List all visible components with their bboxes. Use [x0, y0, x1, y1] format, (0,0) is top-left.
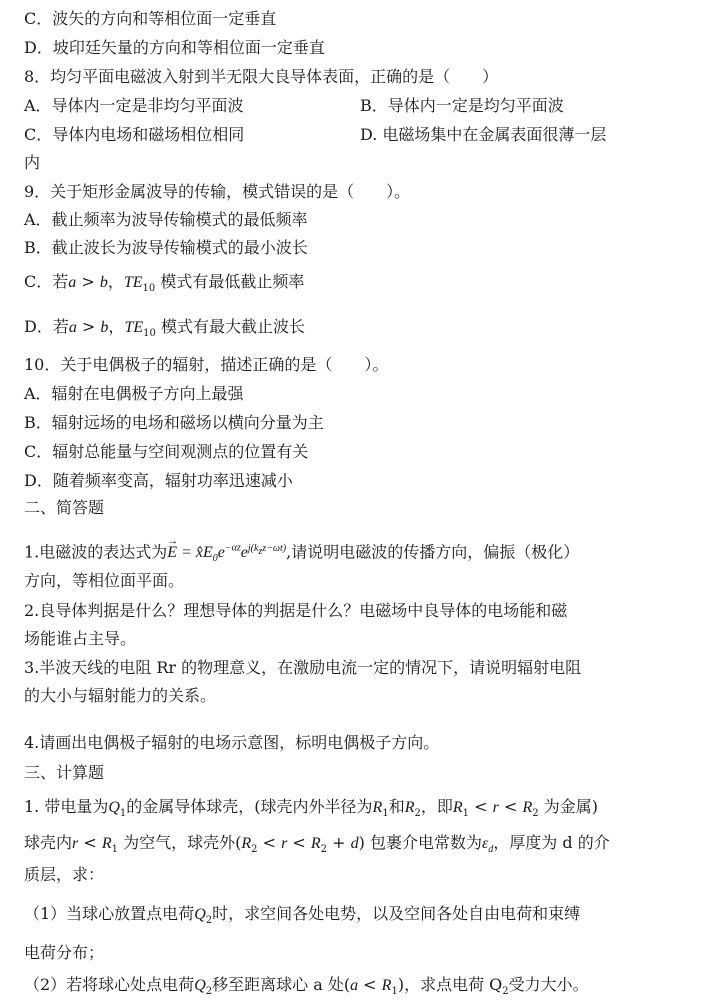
- q7-option-c: C．波矢的方向和等相位面一定垂直: [24, 9, 277, 28]
- short-q3-line2: 的大小与辐射能力的关系。: [24, 686, 217, 705]
- q9-option-d: D．若a > b，$TE_{10}$ 模式有最大截止波长: [24, 317, 305, 340]
- section-3-heading: 三、计算题: [24, 763, 105, 782]
- calc-q1-part2: （2）若将球心处点电荷$Q_2$移至距离球心 a 处$(a < R_1)$，求点电荷 $Q_2$受力大小。: [24, 975, 589, 998]
- q8-stem: 8．均匀平面电磁波入射到半无限大良导体表面，正确的是（ ）: [24, 67, 499, 86]
- q8-option-c: C．导体内电场和磁场相位相同: [24, 125, 245, 144]
- calc-q1-part1-line2: 电荷分布；: [24, 943, 105, 962]
- q9-option-b: B．截止波长为波导传输模式的最小波长: [24, 238, 308, 257]
- short-q3-line1: 3.半波天线的电阻 Rr 的物理意义，在激励电流一定的情况下，请说明辐射电阻: [24, 658, 582, 677]
- short-q2-line1: 2.良导体判据是什么？理想导体的判据是什么？电磁场中良导体的电场能和磁: [24, 601, 568, 620]
- short-q1-line1: 1.电磁波的表达式为→ $E = x̂E_0e^{-\alpha z}e^{j(k_zz-\omega t)}$,请说明电磁波的传播方向，偏振（极化）: [24, 538, 579, 571]
- short-q1-line2: 方向，等相位面平面。: [24, 571, 185, 590]
- q8-option-d-wrap: 内: [24, 153, 41, 172]
- q10-option-c: C．辐射总能量与空间观测点的位置有关: [24, 442, 309, 461]
- q9-option-c: C．若a > b，$TE_{10}$ 模式有最低截止频率: [24, 272, 305, 295]
- q10-option-b: B．辐射远场的电场和磁场以横向分量为主: [24, 413, 324, 432]
- q8-option-b: B．导体内一定是均匀平面波: [360, 96, 564, 115]
- q9-stem: 9．关于矩形金属波导的传输，模式错误的是（ ）。: [24, 182, 411, 201]
- calc-q1-line3: 质层，求：: [24, 865, 105, 884]
- calc-q1-line2: 球壳内$r < R_1$ 为空气，球壳外$(R_2 < r < R_2 + d)$ 包裹介电常数为$\varepsilon_d$，厚度为 d 的介: [24, 833, 610, 856]
- q10-stem: 10．关于电偶极子的辐射，描述正确的是（ ）。: [24, 355, 389, 374]
- section-2-heading: 二、简答题: [24, 498, 105, 517]
- q10-option-a: A．辐射在电偶极子方向上最强: [24, 384, 244, 403]
- calc-q1-line1: 1. 带电量为$Q_1$的金属导体球壳，(球壳内外半径为$R_1$和$R_2$，即$R_1 < r < R_2$ 为金属): [24, 797, 598, 820]
- q8-option-a: A．导体内一定是非均匀平面波: [24, 96, 244, 115]
- short-q2-line2: 场能谁占主导。: [24, 629, 137, 648]
- q7-option-d: D．坡印廷矢量的方向和等相位面一定垂直: [24, 38, 325, 57]
- q10-option-d: D．随着频率变高，辐射功率迅速减小: [24, 471, 293, 490]
- q9-option-a: A．截止频率为波导传输模式的最低频率: [24, 210, 308, 229]
- q8-option-d: D. 电磁场集中在金属表面很薄一层: [360, 125, 607, 144]
- calc-q1-part1-line1: （1）当球心放置点电荷$Q_2$时，求空间各处电势，以及空间各处自由电荷和束缚: [24, 904, 581, 927]
- short-q4: 4.请画出电偶极子辐射的电场示意图，标明电偶极子方向。: [24, 733, 440, 752]
